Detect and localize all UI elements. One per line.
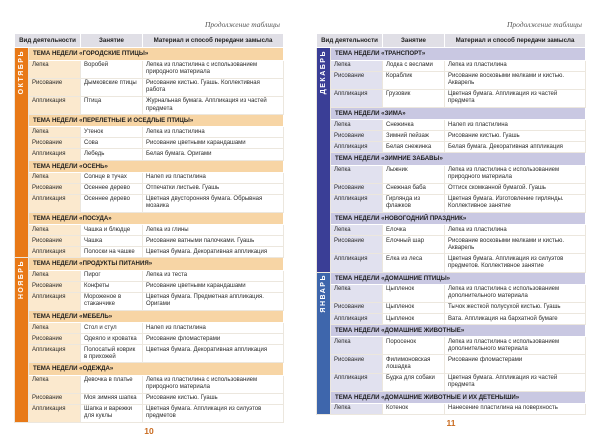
activity-row (15, 194, 284, 212)
activity-row (317, 71, 586, 89)
activity-row (15, 281, 284, 292)
theme-week-title: ТЕМА НЕДЕЛИ «ЗИМА» (331, 108, 586, 120)
activity-row (317, 225, 586, 236)
activity-type-cell: Рисование (29, 281, 81, 292)
theme-week-row (317, 391, 586, 403)
material-cell: Цветная бумага. Аппликация из силуэтов предметов. Коллективное занятие (445, 254, 586, 272)
activity-row (317, 314, 586, 325)
lesson-cell: Шапка и варежки для куклы (81, 404, 143, 422)
lesson-cell: Конфеты (81, 281, 143, 292)
material-cell: Рисование восковыми мелками и кистью. Акварель (445, 236, 586, 254)
material-cell: Рисование фломастерами (445, 355, 586, 373)
activity-type-cell: Аппликация (29, 194, 81, 212)
lesson-cell: Одеяло и кроватка (81, 334, 143, 345)
activity-type-cell: Рисование (331, 355, 383, 373)
theme-week-row (317, 108, 586, 120)
material-cell: Оттиск скомканной бумагой. Гуашь (445, 183, 586, 194)
material-cell: Рисование цветными карандашами (143, 281, 284, 292)
activity-type-cell: Аппликация (29, 404, 81, 422)
theme-week-row (15, 258, 284, 270)
lesson-cell: Пирог (81, 270, 143, 281)
lesson-cell: Птица (81, 96, 143, 114)
activity-type-cell: Лепка (29, 127, 81, 138)
table-header-row (15, 34, 284, 48)
lesson-cell: Грузовик (383, 89, 445, 107)
continuation-note: Продолжение таблицы (506, 20, 582, 29)
activity-row (317, 89, 586, 107)
lesson-cell: Полосатый коврик в прихожей (81, 345, 143, 363)
lesson-cell: Полоски на чашке (81, 247, 143, 258)
material-cell: Лепка из пластилина (445, 225, 586, 236)
activity-type-cell: Аппликация (331, 142, 383, 153)
lesson-cell: Кораблик (383, 71, 445, 89)
lesson-cell: Девочка в платье (81, 375, 143, 393)
continuation-note: Продолжение таблицы (204, 20, 280, 29)
lesson-cell: Цыпленок (383, 314, 445, 325)
material-cell: Рисование кистью. Гуашь. Коллективная работа (143, 78, 284, 96)
activity-row (15, 334, 284, 345)
theme-week-title: ТЕМА НЕДЕЛИ «ОДЕЖДА» (29, 363, 284, 375)
activity-type-cell: Аппликация (29, 96, 81, 114)
lesson-cell: Белая снежинка (383, 142, 445, 153)
activity-type-cell: Лепка (29, 270, 81, 281)
lesson-cell: Снежинка (383, 120, 445, 131)
activity-type-cell: Аппликация (331, 194, 383, 212)
lesson-cell: Сова (81, 138, 143, 149)
material-cell: Рисование восковыми мелками и кистью. Акварель (445, 71, 586, 89)
activity-row (15, 345, 284, 363)
lesson-cell: Будка для собаки (383, 373, 445, 391)
activity-type-cell: Лепка (331, 337, 383, 355)
activity-row (15, 292, 284, 310)
theme-week-row (317, 272, 586, 284)
activity-row (317, 60, 586, 71)
activity-type-cell: Рисование (331, 131, 383, 142)
schedule-table-december-january (316, 33, 586, 415)
activity-row (317, 142, 586, 153)
activity-type-cell: Рисование (29, 138, 81, 149)
material-cell: Цветная бумага. Декоративная аппликация (143, 247, 284, 258)
activity-row (15, 60, 284, 78)
activity-type-cell: Рисование (29, 393, 81, 404)
activity-row (15, 323, 284, 334)
activity-type-cell: Аппликация (331, 89, 383, 107)
theme-week-row (317, 213, 586, 225)
page-number: 10 (144, 426, 154, 436)
lesson-cell: Чашка и блюдце (81, 225, 143, 236)
activity-row (15, 172, 284, 183)
activity-row (15, 393, 284, 404)
activity-row (15, 78, 284, 96)
material-cell: Рисование фломастерами (143, 334, 284, 345)
theme-week-row (15, 213, 284, 225)
lesson-cell: Солнце в тучах (81, 172, 143, 183)
month-label: ЯНВАРЬ (320, 274, 327, 313)
activity-type-cell: Аппликация (331, 314, 383, 325)
activity-type-cell: Рисование (331, 302, 383, 313)
month-band (15, 48, 29, 258)
lesson-cell: Цыпленок (383, 284, 445, 302)
lesson-cell: Стол и стул (81, 323, 143, 334)
column-header: Материал и способ передачи замысла (143, 34, 284, 48)
material-cell: Вата. Аппликация на бархатной бумаге (445, 314, 586, 325)
activity-row (317, 403, 586, 414)
month-band (317, 272, 331, 414)
activity-row (15, 375, 284, 393)
material-cell: Цветная бумага. Декоративная аппликация (143, 345, 284, 363)
material-cell: Рисование ватными палочками. Гуашь (143, 236, 284, 247)
activity-row (317, 183, 586, 194)
theme-week-title: ТЕМА НЕДЕЛИ «ПРОДУКТЫ ПИТАНИЯ» (29, 258, 284, 270)
activity-type-cell: Лепка (29, 323, 81, 334)
activity-type-cell: Лепка (29, 60, 81, 78)
schedule-table-october-november (14, 33, 284, 423)
lesson-cell: Мороженое в стаканчике (81, 292, 143, 310)
activity-row (317, 254, 586, 272)
activity-row (317, 355, 586, 373)
activity-row (317, 120, 586, 131)
activity-type-cell: Лепка (29, 225, 81, 236)
lesson-cell: Чашка (81, 236, 143, 247)
theme-week-row (15, 363, 284, 375)
lesson-cell: Воробей (81, 60, 143, 78)
material-cell: Лепка из глины (143, 225, 284, 236)
activity-row (317, 337, 586, 355)
material-cell: Налеп из пластилина (143, 323, 284, 334)
lesson-cell: Цыпленок (383, 302, 445, 313)
material-cell: Нанесение пластилина на поверхность (445, 403, 586, 414)
theme-week-title: ТЕМА НЕДЕЛИ «ОСЕНЬ» (29, 160, 284, 172)
activity-row (317, 194, 586, 212)
lesson-cell: Дымковские птицы (81, 78, 143, 96)
month-band (317, 48, 331, 272)
material-cell: Лепка из пластилина с использованием дополнительного материала (445, 337, 586, 355)
page-left (14, 20, 284, 436)
activity-type-cell: Аппликация (29, 149, 81, 160)
lesson-cell: Зимний пейзаж (383, 131, 445, 142)
table-header-row (317, 34, 586, 48)
page-right (316, 20, 586, 429)
material-cell: Цветная бумага. Аппликация из силуэтов предметов (143, 404, 284, 422)
activity-type-cell: Рисование (29, 334, 81, 345)
theme-week-row (15, 310, 284, 322)
activity-row (15, 96, 284, 114)
month-label: ОКТЯБРЬ (18, 49, 25, 95)
material-cell: Лепка из пластилина (445, 60, 586, 71)
material-cell: Лепка из пластилина с использованием природного материала (143, 375, 284, 393)
column-header: Занятие (81, 34, 143, 48)
theme-week-title: ТЕМА НЕДЕЛИ «ТРАНСПОРТ» (331, 48, 586, 60)
theme-week-row (15, 48, 284, 60)
lesson-cell: Осеннее дерево (81, 183, 143, 194)
page-number: 11 (446, 418, 456, 429)
material-cell: Журнальная бумага. Аппликация из частей предмета (143, 96, 284, 114)
material-cell: Отпечатки листьев. Гуашь (143, 183, 284, 194)
lesson-cell: Елочка (383, 225, 445, 236)
lesson-cell: Моя зимняя шапка (81, 393, 143, 404)
theme-week-title: ТЕМА НЕДЕЛИ «ПЕРЕЛЕТНЫЕ И ОСЕДЛЫЕ ПТИЦЫ» (29, 115, 284, 127)
material-cell: Налеп из пластилина (143, 172, 284, 183)
activity-type-cell: Лепка (331, 60, 383, 71)
column-header: Занятие (383, 34, 445, 48)
month-label: НОЯБРЬ (18, 259, 25, 300)
material-cell: Налеп из пластилина (445, 120, 586, 131)
lesson-cell: Лебедь (81, 149, 143, 160)
material-cell: Цветная бумага. Аппликация из частей предмета (445, 89, 586, 107)
column-header: Вид деятельности (317, 34, 383, 48)
activity-row (15, 404, 284, 422)
material-cell: Лепка из теста (143, 270, 284, 281)
material-cell: Рисование кистью. Гуашь (143, 393, 284, 404)
activity-type-cell: Лепка (331, 165, 383, 183)
theme-week-title: ТЕМА НЕДЕЛИ «ГОРОДСКИЕ ПТИЦЫ» (29, 48, 284, 60)
activity-type-cell: Рисование (29, 183, 81, 194)
activity-type-cell: Аппликация (29, 247, 81, 258)
theme-week-title: ТЕМА НЕДЕЛИ «ДОМАШНИЕ ПТИЦЫ» (331, 272, 586, 284)
material-cell: Тычок жесткой полусухой кистью. Гуашь (445, 302, 586, 313)
activity-row (317, 284, 586, 302)
activity-type-cell: Аппликация (29, 345, 81, 363)
material-cell: Белая бумага. Декоративная аппликация (445, 142, 586, 153)
activity-row (317, 236, 586, 254)
material-cell: Цветная бумага. Аппликация из частей предмета (445, 373, 586, 391)
theme-week-title: ТЕМА НЕДЕЛИ «ДОМАШНИЕ ЖИВОТНЫЕ» (331, 325, 586, 337)
activity-row (317, 373, 586, 391)
lesson-cell: Утенок (81, 127, 143, 138)
column-header: Материал и способ передачи замысла (445, 34, 586, 48)
material-cell: Цветная бумага. Предметная аппликация. Оригами (143, 292, 284, 310)
material-cell: Цветная бумага. Изготовление гирлянды. Коллективное занятие (445, 194, 586, 212)
lesson-cell: Поросенок (383, 337, 445, 355)
material-cell: Рисование цветными карандашами (143, 138, 284, 149)
month-label: ДЕКАБРЬ (320, 49, 327, 95)
activity-type-cell: Лепка (331, 403, 383, 414)
activity-type-cell: Лепка (29, 375, 81, 393)
column-header: Вид деятельности (15, 34, 81, 48)
theme-week-row (15, 160, 284, 172)
activity-type-cell: Рисование (331, 183, 383, 194)
lesson-cell: Снежная баба (383, 183, 445, 194)
activity-row (15, 127, 284, 138)
theme-week-title: ТЕМА НЕДЕЛИ «ПОСУДА» (29, 213, 284, 225)
lesson-cell: Гирлянда из флажков (383, 194, 445, 212)
activity-row (15, 225, 284, 236)
activity-type-cell: Рисование (29, 78, 81, 96)
activity-type-cell: Рисование (331, 236, 383, 254)
lesson-cell: Котенок (383, 403, 445, 414)
lesson-cell: Осеннее дерево (81, 194, 143, 212)
activity-row (317, 302, 586, 313)
theme-week-title: ТЕМА НЕДЕЛИ «ЗИМНИЕ ЗАБАВЫ» (331, 153, 586, 165)
activity-type-cell: Аппликация (29, 292, 81, 310)
activity-type-cell: Рисование (331, 71, 383, 89)
activity-row (15, 236, 284, 247)
activity-type-cell: Лепка (331, 225, 383, 236)
activity-type-cell: Лепка (331, 120, 383, 131)
lesson-cell: Елка из леса (383, 254, 445, 272)
activity-row (15, 247, 284, 258)
lesson-cell: Лодка с веслами (383, 60, 445, 71)
theme-week-row (317, 153, 586, 165)
material-cell: Лепка из пластилина с использованием природного материала (143, 60, 284, 78)
activity-row (317, 165, 586, 183)
activity-type-cell: Лепка (331, 284, 383, 302)
material-cell: Рисование кистью. Гуашь (445, 131, 586, 142)
theme-week-row (317, 48, 586, 60)
theme-week-title: ТЕМА НЕДЕЛИ «НОВОГОДНИЙ ПРАЗДНИК» (331, 213, 586, 225)
activity-row (15, 149, 284, 160)
material-cell: Белая бумага. Оригами (143, 149, 284, 160)
activity-row (15, 138, 284, 149)
activity-row (317, 131, 586, 142)
lesson-cell: Елочный шар (383, 236, 445, 254)
material-cell: Лепка из пластилина с использованием дополнительного материала (445, 284, 586, 302)
activity-row (15, 183, 284, 194)
activity-type-cell: Лепка (29, 172, 81, 183)
activity-row (15, 270, 284, 281)
theme-week-row (317, 325, 586, 337)
activity-type-cell: Аппликация (331, 373, 383, 391)
theme-week-title: ТЕМА НЕДЕЛИ «ДОМАШНИЕ ЖИВОТНЫЕ И ИХ ДЕТЕНЫШИ» (331, 391, 586, 403)
month-band (15, 258, 29, 423)
theme-week-row (15, 115, 284, 127)
theme-week-title: ТЕМА НЕДЕЛИ «МЕБЕЛЬ» (29, 310, 284, 322)
material-cell: Цветная двусторонняя бумага. Обрывная мозаика (143, 194, 284, 212)
activity-type-cell: Рисование (29, 236, 81, 247)
activity-type-cell: Аппликация (331, 254, 383, 272)
material-cell: Лепка из пластилина (143, 127, 284, 138)
lesson-cell: Филимоновская лошадка (383, 355, 445, 373)
material-cell: Лепка из пластилина с использованием природного материала (445, 165, 586, 183)
lesson-cell: Лыжник (383, 165, 445, 183)
